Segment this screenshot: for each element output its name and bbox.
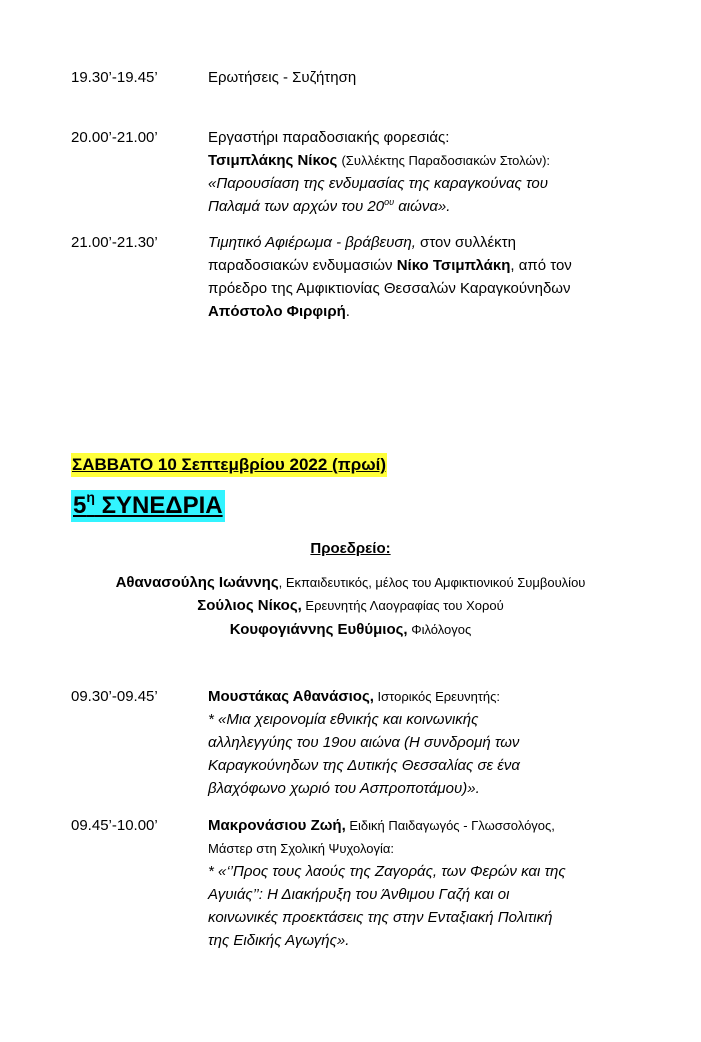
entry-title-line-4	[208, 777, 648, 800]
talk-title: κοινωνικές προεκτάσεις της στην Ενταξιακή Πολιτική	[208, 909, 553, 926]
entry-title-line-1	[208, 172, 648, 195]
program-entry	[208, 685, 648, 800]
entry-text: , από τον	[510, 257, 572, 274]
talk-title: Αγυιάς’’: Η Διακήρυξη του Άνθιμου Γαζή και οι	[208, 886, 510, 903]
entry-title-line-1	[208, 708, 648, 731]
entry-title-line-4	[208, 929, 648, 952]
session-label: ΣΥΝΕΔΡΙΑ	[94, 492, 223, 519]
talk-title: της Ειδικής Αγωγής».	[208, 932, 350, 949]
speaker-name: Τσιμπλάκης Νίκος	[208, 152, 338, 169]
speaker-role: Ιστορικός Ερευνητής:	[373, 689, 501, 704]
presidium-member	[0, 594, 701, 617]
time-slot: 21.00’-21.30’	[71, 234, 158, 251]
speaker-name: Μακρονάσιου Ζωή,	[208, 817, 346, 834]
session-ordinal: η	[86, 489, 95, 505]
entry-text: παραδοσιακών ενδυμασιών	[208, 257, 397, 274]
talk-title: Παλαμά των αρχών του 20	[208, 198, 385, 215]
honoree-name: Νίκο Τσιμπλάκη	[396, 257, 511, 274]
entry-title-line-2	[208, 883, 648, 906]
talk-title: αλληλεγγύης του 19ου αιώνα (Η συνδρομή των	[208, 734, 520, 751]
entry-title-line-1	[208, 860, 648, 883]
entry-speaker-line	[208, 685, 648, 708]
entry-text: .	[345, 303, 350, 320]
talk-title: βλαχόφωνο χωριό του Ασπροποτάμου)».	[208, 780, 480, 797]
time-slot: 09.30’-09.45’	[71, 688, 158, 705]
speaker-role: Ειδική Παιδαγωγός - Γλωσσολόγος,	[345, 818, 555, 833]
program-entry	[208, 126, 648, 218]
entry-intro: Εργαστήρι παραδοσιακής φορεσιάς:	[208, 129, 450, 146]
program-entry-text: Ερωτήσεις - Συζήτηση	[208, 69, 357, 86]
president-name: Απόστολο Φιρφιρή	[208, 303, 346, 320]
session-number: 5	[73, 492, 87, 519]
presidium-member	[0, 618, 701, 641]
program-entry	[208, 814, 648, 952]
speaker-role: (Συλλέκτης Παραδοσιακών Στολών):	[341, 153, 551, 168]
entry-speaker-line	[208, 814, 648, 837]
member-desc: , Εκπαιδευτικός, μέλος του Αμφικτιονικού Συμβουλίου	[278, 575, 586, 590]
entry-speaker-line	[208, 149, 648, 172]
time-slot: 19.30’-19.45’	[71, 69, 158, 86]
time-slot: 09.45’-10.00’	[71, 817, 158, 834]
talk-title: αιώνα».	[394, 198, 451, 215]
session-heading	[71, 490, 225, 522]
presidium-member	[0, 571, 701, 594]
entry-line-2	[208, 254, 648, 277]
member-name: Αθανασούλης Ιωάννης	[115, 574, 279, 591]
time-slot: 20.00’-21.00’	[71, 129, 158, 146]
entry-title-line-2	[208, 195, 648, 218]
entry-title-line-3	[208, 906, 648, 929]
speaker-role-2: Μάστερ στη Σχολική Ψυχολογία:	[208, 841, 395, 856]
talk-title: * «‘’Προς τους λαούς της Ζαγοράς, των Φερών και της	[208, 863, 566, 880]
member-name: Σούλιος Νίκος,	[197, 597, 302, 614]
entry-line-4	[208, 300, 648, 323]
talk-title: Καραγκούνηδων της Δυτικής Θεσσαλίας σε ένα	[208, 757, 520, 774]
talk-title: «Παρουσίαση της ενδυμασίας της καραγκούνας του	[208, 175, 548, 192]
entry-text: στον συλλέκτη	[415, 234, 516, 251]
program-entry	[208, 231, 648, 323]
superscript: ου	[384, 197, 395, 207]
presidium-heading: Προεδρείο:	[310, 540, 391, 557]
entry-title-line-3	[208, 754, 648, 777]
day-heading: ΣΑΒΒΑΤΟ 10 Σεπτεμβρίου 2022 (πρωί)	[71, 453, 387, 477]
entry-title-line-2	[208, 731, 648, 754]
entry-line-3: πρόεδρο της Αμφικτιονίας Θεσσαλών Καραγκούνηδων	[208, 280, 571, 297]
talk-title: * «Μια χειρονομία εθνικής και κοινωνικής	[208, 711, 479, 728]
member-desc: Ερευνητής Λαογραφίας του Χορού	[301, 598, 504, 613]
member-name: Κουφογιάννης Ευθύμιος,	[229, 621, 408, 638]
speaker-name: Μουστάκας Αθανάσιος,	[208, 688, 374, 705]
member-desc: Φιλόλογος	[407, 622, 472, 637]
entry-line-1	[208, 231, 648, 254]
tribute-title: Τιμητικό Αφιέρωμα - βράβευση,	[208, 234, 416, 251]
